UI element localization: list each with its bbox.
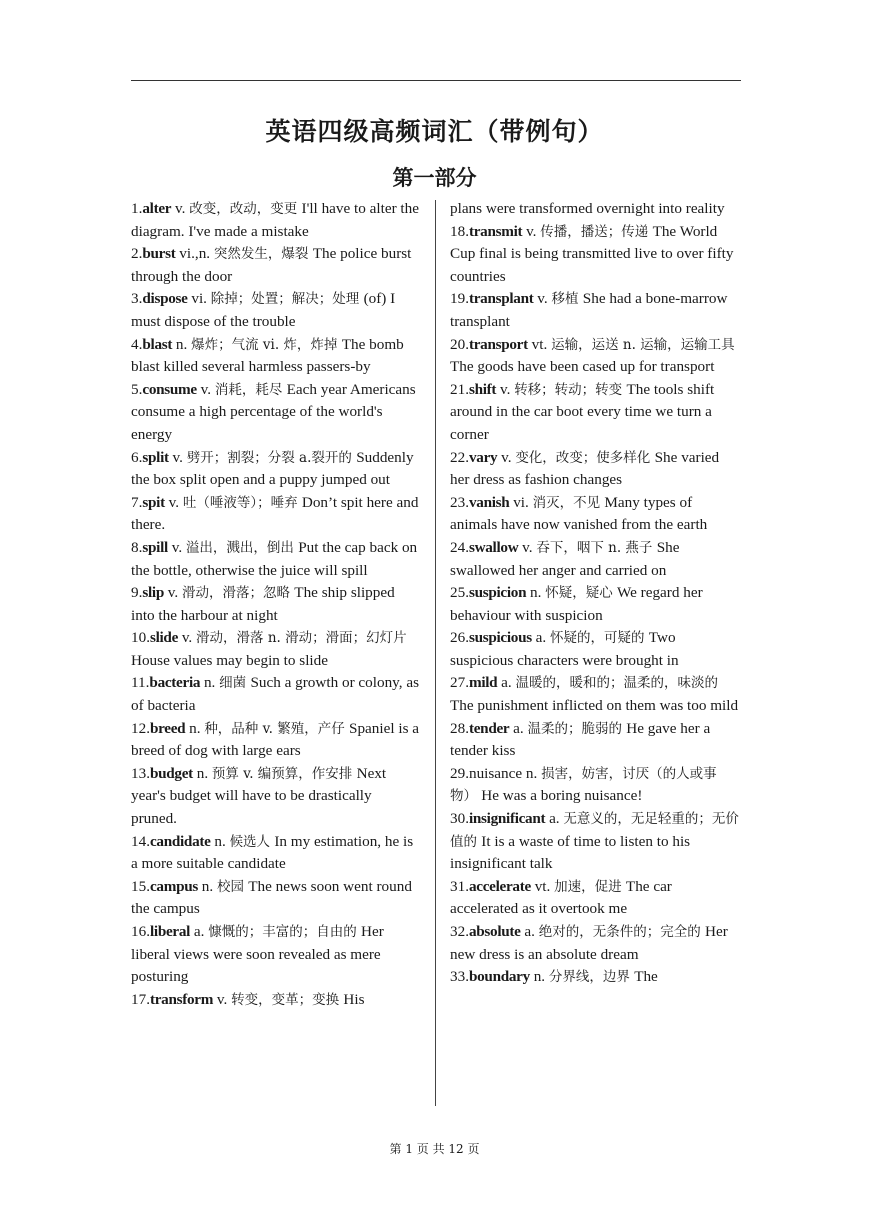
- header-rule: [131, 80, 741, 81]
- entry-word: split: [142, 448, 169, 466]
- entry-word: mild: [468, 674, 498, 692]
- vocab-entry: [450, 447, 740, 492]
- entry-word: alter: [142, 200, 172, 217]
- entry-pos: a.: [190, 923, 209, 940]
- entry-meaning: 怀疑，疑心: [545, 585, 617, 602]
- section-title: 第一部分: [392, 166, 477, 190]
- vocab-entry: [131, 627, 421, 672]
- entry-word: tender: [468, 719, 510, 737]
- entry-example: The news soon went round the campus: [131, 877, 412, 918]
- entry-word: breed: [149, 719, 186, 737]
- entry-example: The police burst through the door: [131, 245, 412, 285]
- entry-pos: v.: [496, 380, 515, 398]
- entry-pos: n.: [172, 335, 192, 353]
- entry-word: shift: [468, 380, 497, 398]
- entry-example: It is a waste of time to listen to his insignificant talk: [450, 832, 691, 873]
- entry-word: spit: [142, 493, 165, 511]
- entry-meaning: 移植: [551, 291, 583, 308]
- entry-meaning: 无意义的，无足轻重的；无价值的: [450, 811, 739, 850]
- entry-example: He was a boring nuisance!: [481, 787, 643, 805]
- vocab-entry: [131, 921, 421, 989]
- entry-meaning: 损害，妨害，讨厌（的人或事物）: [450, 765, 717, 805]
- entry-pos: vt.: [527, 335, 552, 353]
- entry-number: 19.: [450, 290, 469, 308]
- entry-example: Each year Americans consume a high percentage of the world's energy: [131, 380, 416, 443]
- vocab-entry: [131, 582, 421, 627]
- vocab-entry: [131, 288, 421, 333]
- entry-number: 12.: [131, 719, 150, 737]
- entry-pos: a.: [497, 674, 516, 692]
- entry-meaning: 突然发生，爆裂: [213, 246, 313, 263]
- entry-example: The World Cup final is being transmitted live to over fifty countries: [450, 222, 734, 285]
- entry-pos: v.: [522, 222, 541, 240]
- entry-number: 33.: [450, 968, 469, 986]
- vocab-entry: [131, 537, 421, 582]
- entry-pos: a.: [531, 629, 550, 647]
- entry-pos: vi.: [187, 290, 211, 308]
- entry-meaning: 传播，播送；传递: [540, 223, 653, 240]
- entry-number: 17.: [131, 990, 150, 1008]
- entry-word: liberal: [149, 923, 191, 940]
- entry-example: She swallowed her anger and carried on: [450, 538, 680, 579]
- entry-meaning: 滑动，滑落；忽略: [182, 585, 295, 602]
- entry-example: Her liberal views were soon revealed as mere posturing: [131, 923, 384, 986]
- entry-word: transform: [149, 990, 214, 1008]
- entry-meaning: 校园: [216, 878, 249, 895]
- entry-example: We regard her behaviour with suspicion: [450, 584, 703, 624]
- vocab-entry: [450, 288, 740, 333]
- entry-number: 29.: [450, 764, 469, 782]
- entry-word: vanish: [468, 493, 510, 511]
- vocab-entry: [131, 763, 421, 831]
- entry-number: 24.: [450, 538, 469, 556]
- page-title: 英语四级高频词汇（带例句）: [265, 117, 604, 146]
- vocab-entry: [450, 221, 740, 289]
- entry-meaning: 爆炸；气流 vi. 炸，炸掉: [191, 336, 342, 353]
- entry-number: 10.: [131, 629, 150, 647]
- vocab-entry: [131, 198, 421, 243]
- entry-meaning: 消灭，不见: [532, 494, 605, 511]
- entry-pos: vi.: [509, 493, 533, 511]
- entry-word: transport: [468, 335, 528, 353]
- vocab-entry: [450, 966, 740, 989]
- entry-pos: n.: [192, 764, 212, 782]
- vocab-entry: [450, 627, 740, 672]
- vocab-entry: [450, 582, 740, 627]
- column-divider: [435, 200, 436, 1106]
- entry-word: boundary: [468, 968, 530, 986]
- entry-example: House values may begin to slide: [131, 651, 328, 669]
- entry-meaning: 温暖的，暖和的；温柔的，味淡的: [515, 675, 718, 692]
- entry-example: The punishment inflicted on them was too mild: [450, 697, 739, 715]
- entry-meaning: 滑动，滑落 n. 滑动；滑面；幻灯片: [196, 630, 407, 647]
- entry-example: The bomb blast killed several harmless passers-by: [131, 335, 404, 376]
- entry-pos: a.: [545, 810, 564, 828]
- entry-number: 3.: [131, 290, 143, 308]
- entry-word: campus: [149, 877, 198, 895]
- entry-pos: n.: [529, 968, 549, 986]
- vocab-entry: [450, 198, 740, 221]
- vocab-entry: [131, 831, 421, 876]
- entry-meaning: 分界线，边界: [548, 969, 635, 986]
- entry-number: 21.: [450, 380, 469, 398]
- entry-word: burst: [142, 245, 176, 263]
- entry-number: 25.: [450, 584, 469, 602]
- entry-example: Such a growth or colony, as of bacteria: [131, 674, 420, 715]
- entry-meaning: 温柔的；脆弱的: [527, 720, 627, 737]
- entry-meaning: 溢出，溅出，倒出: [185, 539, 299, 556]
- entry-example: Don’t spit here and there.: [131, 493, 419, 534]
- entry-example: Put the cap back on the bottle, otherwise the juice will spill: [131, 538, 418, 579]
- entry-pos: v.: [533, 290, 552, 308]
- entry-number: 32.: [450, 923, 469, 940]
- entry-number: 8.: [131, 538, 143, 556]
- vocab-entry: [450, 718, 740, 763]
- entry-word: insignificant: [468, 810, 546, 828]
- vocab-entry: [450, 379, 740, 447]
- entry-pos: vi.,n.: [175, 245, 214, 263]
- entry-meaning: 预算 v. 编预算，作安排: [211, 765, 357, 782]
- entry-word: spill: [142, 538, 168, 556]
- entry-pos: v.: [497, 448, 516, 466]
- entry-word: suspicious: [468, 629, 532, 647]
- entry-meaning: 绝对的，无条件的；完全的: [538, 924, 706, 940]
- entry-meaning: 吞下，咽下 n. 燕子: [536, 539, 657, 556]
- entry-meaning: 加速，促进: [554, 878, 626, 895]
- entry-example: The car accelerated as it overtook me: [450, 877, 672, 918]
- entry-pos: v.: [171, 200, 190, 217]
- entry-example: Suddenly the box split open and a puppy jumped out: [131, 448, 414, 489]
- entry-example: (of) I must dispose of the trouble: [131, 290, 396, 330]
- entry-number: 30.: [450, 810, 469, 828]
- entry-word: transplant: [468, 290, 534, 308]
- entry-word: budget: [149, 764, 193, 782]
- left-column: [131, 198, 421, 1011]
- entry-number: 20.: [450, 335, 469, 353]
- entry-pos: v.: [164, 584, 182, 602]
- entry-example: plans were transformed overnight into reality: [450, 200, 725, 217]
- entry-meaning: 消耗，耗尽: [214, 381, 287, 398]
- entry-meaning: 运输，运送 n. 运输，运输工具: [551, 336, 735, 353]
- entry-number: 27.: [450, 674, 469, 692]
- vocab-entry: [450, 808, 740, 876]
- vocab-entry: [450, 763, 740, 808]
- entry-pos: n.: [526, 584, 546, 602]
- entry-pos: vt.: [530, 877, 555, 895]
- vocab-entry: [450, 537, 740, 582]
- vocab-entry: [450, 921, 740, 966]
- entry-pos: n.: [210, 832, 230, 850]
- entry-meaning: 种，品种 v. 繁殖，产仔: [204, 720, 350, 737]
- right-column: [450, 198, 740, 989]
- entry-example: Next year's budget will have to be drastically pruned.: [131, 764, 387, 828]
- entry-pos: a.: [520, 923, 539, 940]
- entry-number: 31.: [450, 877, 469, 895]
- entry-number: 2.: [131, 245, 143, 263]
- entry-example: The tools shift around in the car boot every time we turn a corner: [450, 380, 715, 443]
- entry-word: blast: [142, 335, 173, 353]
- entry-example: Two suspicious characters were brought in: [450, 629, 679, 669]
- entry-pos: v.: [178, 629, 197, 647]
- vocab-entry: [131, 672, 421, 717]
- entry-pos: n.: [200, 674, 220, 692]
- entry-example: His: [343, 990, 365, 1008]
- entry-number: 5.: [131, 380, 143, 398]
- entry-meaning: 劈开；割裂；分裂 a.裂开的: [186, 449, 357, 466]
- entry-word: slide: [149, 629, 179, 647]
- entry-pos: v.: [167, 538, 186, 556]
- entry-number: 18.: [450, 222, 469, 240]
- entry-example: The goods have been cased up for transport: [450, 358, 715, 376]
- entry-number: 9.: [131, 584, 143, 602]
- entry-pos: n.: [185, 719, 205, 737]
- entry-pos: n.: [197, 877, 217, 895]
- entry-meaning: 吐（唾液等）；唾弃: [182, 494, 302, 511]
- entry-word: vary: [468, 448, 498, 466]
- entry-word: transmit: [468, 222, 523, 240]
- entry-pos: v.: [213, 990, 232, 1008]
- entry-number: 22.: [450, 448, 469, 466]
- vocab-entry: [131, 492, 421, 537]
- entry-meaning: 转移；转动；转变: [514, 381, 627, 398]
- entry-word: accelerate: [468, 877, 531, 895]
- entry-meaning: 除掉；处置；解决；处理: [210, 291, 364, 308]
- entry-pos: v.: [518, 538, 537, 556]
- entry-word: suspicion: [468, 584, 527, 602]
- entry-pos: nuisance n.: [468, 764, 542, 782]
- vocab-entry: [131, 379, 421, 447]
- page-footer: 第 1 页 共 12 页: [389, 1142, 480, 1156]
- entry-example: The: [634, 968, 658, 986]
- vocab-entry: [131, 334, 421, 379]
- entry-number: 14.: [131, 832, 150, 850]
- entry-meaning: 怀疑的，可疑的: [549, 630, 649, 647]
- entry-example: Her new dress is an absolute dream: [450, 923, 728, 963]
- entry-word: consume: [142, 380, 197, 398]
- entry-word: candidate: [149, 832, 211, 850]
- entry-example: In my estimation, he is a more suitable candidate: [131, 832, 414, 873]
- entry-pos: v.: [164, 493, 183, 511]
- entry-number: 13.: [131, 764, 150, 782]
- entry-pos: a.: [509, 719, 528, 737]
- entry-word: bacteria: [149, 674, 201, 692]
- entry-number: 4.: [131, 335, 143, 353]
- vocab-entry: [131, 718, 421, 763]
- vocab-entry: [131, 989, 421, 1012]
- entry-meaning: 改变，改动，变更: [189, 201, 302, 217]
- entry-meaning: 慷慨的；丰富的；自由的: [208, 924, 362, 940]
- entry-word: absolute: [468, 923, 521, 940]
- entry-meaning: 候选人: [229, 833, 275, 850]
- vocab-entry: [131, 243, 421, 288]
- entry-meaning: 转变，变革；变换: [231, 991, 344, 1008]
- entry-word: dispose: [142, 290, 188, 308]
- entry-pos: v.: [168, 448, 187, 466]
- entry-pos: v.: [196, 380, 215, 398]
- entry-word: slip: [142, 584, 164, 602]
- entry-meaning: 细菌: [219, 675, 251, 692]
- vocab-entry: [450, 334, 740, 379]
- entry-meaning: 变化，改变；使多样化: [515, 449, 655, 466]
- entry-example: She varied her dress as fashion changes: [450, 448, 720, 489]
- entry-example: He gave her a tender kiss: [450, 719, 711, 760]
- entry-number: 11.: [131, 674, 150, 692]
- vocab-entry: [131, 876, 421, 921]
- vocab-entry: [450, 672, 740, 717]
- vocab-entry: [450, 876, 740, 921]
- entry-number: 6.: [131, 448, 143, 466]
- entry-number: 23.: [450, 493, 469, 511]
- entry-number: 26.: [450, 629, 469, 647]
- entry-number: 1.: [131, 200, 143, 217]
- entry-number: 7.: [131, 493, 143, 511]
- vocab-entry: [131, 447, 421, 492]
- entry-number: 28.: [450, 719, 469, 737]
- vocab-entry: [450, 492, 740, 537]
- entry-example: I'll have to alter the diagram. I've made a mistake: [131, 200, 419, 240]
- entry-number: 15.: [131, 877, 150, 895]
- entry-word: swallow: [468, 538, 519, 556]
- entry-example: Spaniel is a breed of dog with large ears: [131, 719, 420, 760]
- entry-example: The ship slipped into the harbour at night: [131, 584, 395, 624]
- entry-number: 16.: [131, 923, 150, 940]
- entry-example: She had a bone-marrow transplant: [450, 290, 728, 330]
- entry-example: Many types of animals have now vanished from the earth: [450, 493, 708, 534]
